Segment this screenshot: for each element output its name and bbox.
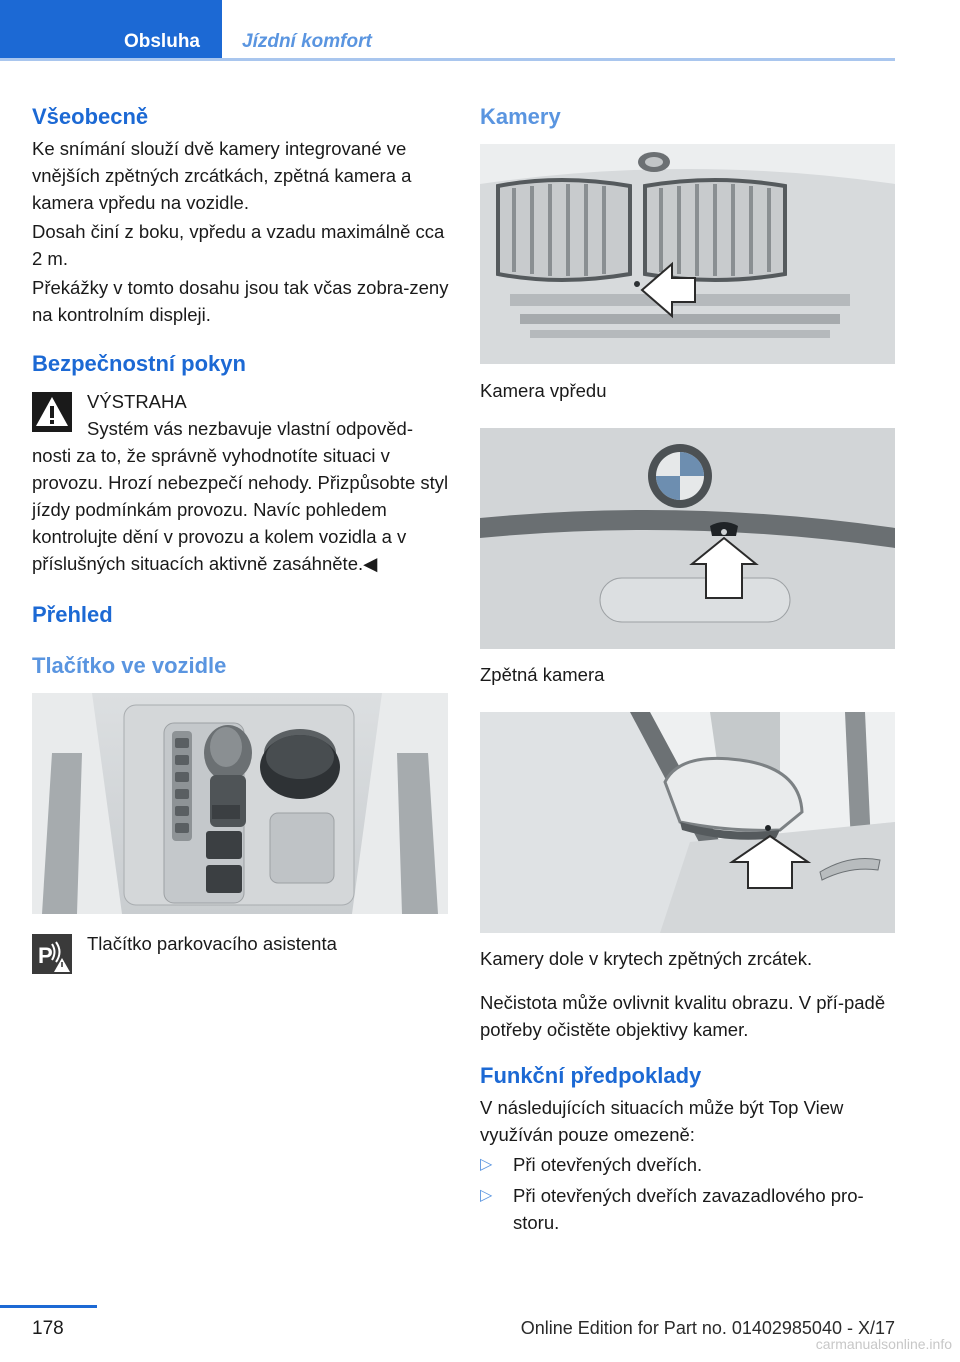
watermark: carmanualsonline.info xyxy=(815,1336,952,1352)
list-item-text: Při otevřených dveřích. xyxy=(513,1154,703,1175)
cameras-heading: Kamery xyxy=(480,104,561,129)
triangle-bullet-icon: ▷ xyxy=(480,1187,493,1204)
general-paragraph-2: Dosah činí z boku, vpředu a vzadu maximálně cca 2 m. xyxy=(32,221,445,269)
tab-obsluha-label: Obsluha xyxy=(123,31,200,52)
tab-obsluha[interactable] xyxy=(0,0,222,58)
front-camera-caption: Kamera vpředu xyxy=(480,380,607,401)
triangle-bullet-icon: ▷ xyxy=(480,1156,493,1173)
prereq-heading: Funkční předpoklady xyxy=(480,1063,702,1088)
park-assist-caption: Tlačítko parkovacího asistenta xyxy=(87,933,337,954)
rear-camera-image xyxy=(480,428,895,649)
header-tabs xyxy=(0,0,960,62)
center-console-image xyxy=(32,693,448,914)
general-paragraph-1: Ke snímání slouží dvě kamery integrované ve vnějších zpětných zrcátkách, zpětná kamera a kamera vpředu na vozidle. xyxy=(32,138,412,213)
dirt-note: Nečistota může ovlivnit kvalitu obrazu. V pří‐padě potřeby očistěte objektivy kamer. xyxy=(480,992,886,1040)
park-assist-button-icon xyxy=(32,934,72,974)
prereq-text: V následujících situacích může být Top View využíván pouze omezeně: xyxy=(480,1097,844,1145)
warning-text-first-line: Systém vás nezbavuje vlastní odpověd‐ xyxy=(87,418,413,439)
tab-jizdni-komfort[interactable]: Jízdní komfort xyxy=(242,31,372,52)
overview-heading: Přehled xyxy=(32,602,113,627)
safety-heading: Bezpečnostní pokyn xyxy=(32,351,246,376)
edition-text: Online Edition for Part no. 01402985040 - X/17 xyxy=(520,1318,895,1338)
page-number: 178 xyxy=(32,1318,64,1339)
svg-text:P: P xyxy=(38,943,53,968)
list-item-text: Při otevřených dveřích zavazadlového pro‐storu. xyxy=(513,1185,864,1233)
general-heading: Všeobecně xyxy=(32,104,149,129)
mirror-cameras-caption: Kamery dole v krytech zpětných zrcátek. xyxy=(480,948,813,969)
warning-text: nosti za to, že správně vyhodnotíte situaci v provozu. Hrozí nebezpečí nehody. Přizpůsobte styl jízdy podmínkám provozu. Navíc pohledem kontrolujte dění v provozu a kolem vozidla a v příslušných situacích aktivně zasáhněte.◀ xyxy=(32,445,449,574)
warning-title: VÝSTRAHA xyxy=(87,391,187,412)
warning-triangle-icon xyxy=(32,392,72,432)
general-paragraph-3: Překážky v tomto dosahu jsou tak včas zobra‐zeny na kontrolním displeji. xyxy=(32,277,449,325)
button-heading: Tlačítko ve vozidle xyxy=(32,653,227,678)
footer-rule xyxy=(0,1305,97,1308)
front-camera-image xyxy=(480,144,895,364)
header-rule xyxy=(0,58,895,61)
mirror-cameras-image xyxy=(480,712,895,933)
rear-camera-caption: Zpětná kamera xyxy=(480,664,605,685)
